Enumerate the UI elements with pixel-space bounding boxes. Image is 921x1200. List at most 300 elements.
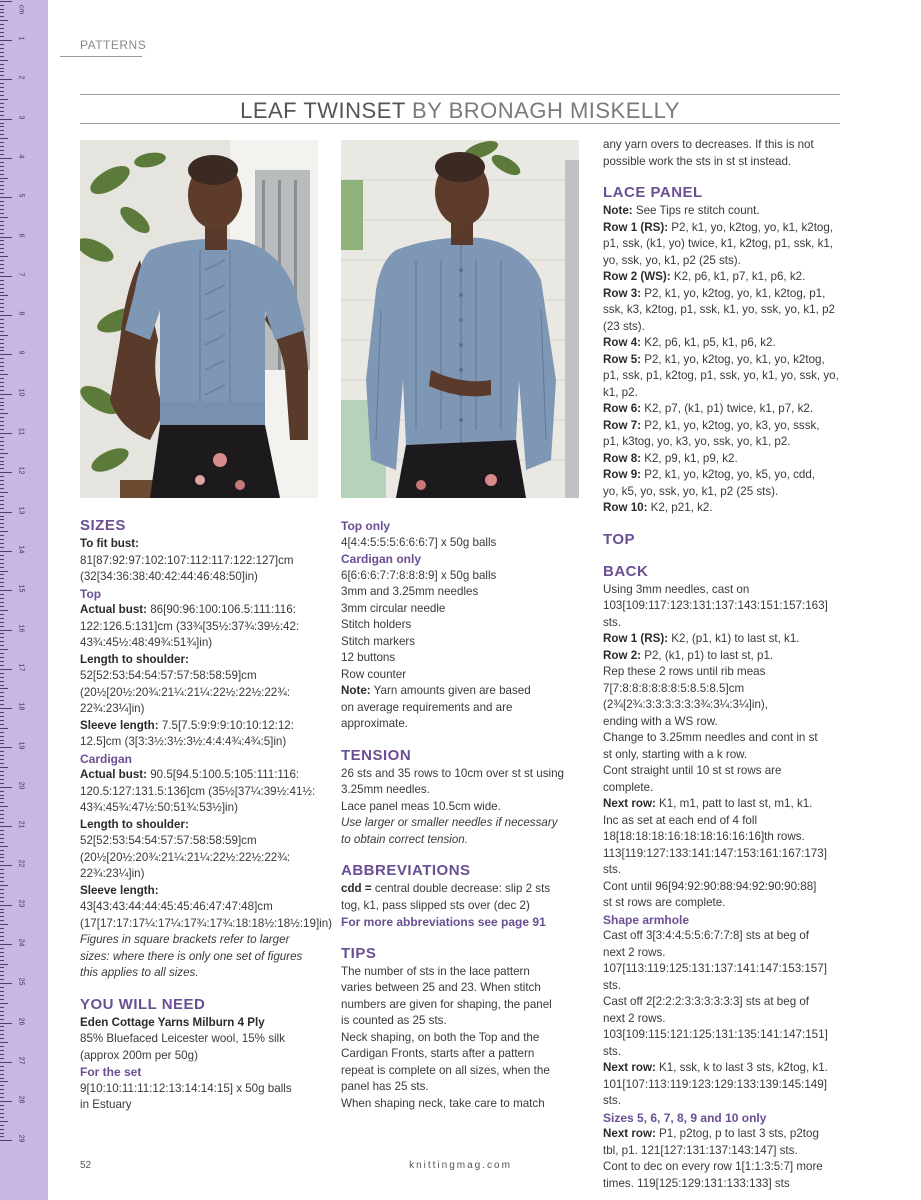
ruler-tick <box>0 12 4 13</box>
ruler-tick <box>0 1 12 2</box>
arm-9: times. 119[125:129:131:133:133] sts <box>603 1176 790 1190</box>
top-sleeve: Sleeve length: 7.5[7.5:9:9:9:10:10:12:12: <box>80 718 294 732</box>
ruler-tick <box>0 944 12 945</box>
ruler-tick <box>0 755 4 756</box>
ruler-tick <box>0 331 4 332</box>
ruler-tick <box>0 960 4 961</box>
ruler-tick <box>0 916 4 917</box>
ruler-tick <box>0 1105 4 1106</box>
photo-top <box>80 140 318 498</box>
ruler-tick <box>0 630 12 631</box>
title-bottom-rule <box>80 123 840 124</box>
ruler-tick <box>0 971 4 972</box>
ruler-tick <box>0 87 4 88</box>
ruler-tick <box>0 248 4 249</box>
ruler-tick <box>0 948 4 949</box>
ruler-tick <box>0 641 4 642</box>
ruler-tick <box>0 720 4 721</box>
title-top-rule <box>80 94 840 95</box>
abbr-cdd: cdd = central double decrease: slip 2 sts <box>341 882 551 895</box>
ruler-tick <box>0 433 12 434</box>
ruler-tick <box>0 909 4 910</box>
ruler-tick <box>0 48 4 49</box>
back-11: Inc as set at each end of 4 foll <box>603 813 758 827</box>
pattern-title: LEAF TWINSET <box>240 98 406 123</box>
ruler-tick <box>0 162 4 163</box>
ruler-tick <box>0 1070 4 1071</box>
ruler-tick <box>0 83 4 84</box>
ruler-tick <box>0 626 4 627</box>
ruler-tick <box>0 567 4 568</box>
heading-back: BACK <box>603 562 649 580</box>
back-12: 18[18:18:18:16:18:18:16:16:16]th rows. <box>603 830 805 843</box>
ruler-tick <box>0 964 8 965</box>
card-actual-bust-2: 120.5:127:131.5:136]cm (35½[37¼:39½:41½: <box>80 784 316 798</box>
arm-7: 101[107:113:119:123:129:133:139:145:149] sts. <box>603 1077 827 1107</box>
ruler-tick <box>0 952 4 953</box>
ruler-tick <box>0 1085 4 1086</box>
ruler-tick <box>0 932 4 933</box>
card-sleeve-2: (17[17:17:17¼:17¼:17¾:17¾:18:18½:18½:19]in) <box>80 916 333 930</box>
tips-3: numbers are given for shaping, the panel <box>341 997 552 1011</box>
ruler-tick <box>0 295 8 296</box>
back-10: complete. <box>603 780 654 794</box>
ruler-tick <box>0 901 4 902</box>
ruler-tick <box>0 476 4 477</box>
back-13: 113[119:127:133:141:147:153:161:167:173] sts. <box>603 846 827 876</box>
ruler-tick <box>0 1019 4 1020</box>
ruler-tick <box>0 795 4 796</box>
ruler-tick <box>0 897 4 898</box>
back-6: ending with a WS row. <box>603 714 718 728</box>
ruler-tick <box>0 842 4 843</box>
ruler-tick <box>0 995 4 996</box>
ruler-tick <box>0 449 4 450</box>
ruler-tick <box>0 1097 4 1098</box>
ruler-tick <box>0 920 4 921</box>
ruler-tick <box>0 783 4 784</box>
measuring-ruler <box>0 0 48 1200</box>
ruler-tick <box>0 445 4 446</box>
column-sizes <box>80 516 333 1114</box>
ruler-tick <box>0 461 4 462</box>
ruler-tick <box>0 574 4 575</box>
ruler-number: 1 <box>17 36 25 41</box>
ruler-tick <box>0 276 12 277</box>
ruler-tick <box>0 657 4 658</box>
ruler-tick <box>0 673 4 674</box>
ruler-tick <box>0 512 12 513</box>
ruler-tick <box>0 441 4 442</box>
ruler-tick <box>0 1125 4 1126</box>
heading-lace-panel: LACE PANEL <box>603 184 703 201</box>
heading-tips: TIPS <box>341 944 377 962</box>
ruler-tick <box>0 1109 4 1110</box>
ruler-tick <box>0 1121 8 1122</box>
ruler-tick <box>0 543 4 544</box>
ruler-number: 18 <box>17 702 25 711</box>
ruler-tick <box>0 846 8 847</box>
back-row-2: Row 2: P2, (k1, p1) to last st, p1. <box>603 648 774 662</box>
ruler-tick <box>0 429 4 430</box>
ruler-tick <box>0 413 8 414</box>
tips-4: is counted as 25 sts. <box>341 1014 447 1027</box>
ruler-tick <box>0 158 12 159</box>
ruler-tick <box>0 1058 4 1059</box>
ruler-tick <box>0 975 4 976</box>
lace-row-7-b: p1, k3tog, yo, k3, yo, ssk, yo, k1, p2. <box>603 435 791 448</box>
ruler-tick <box>0 747 12 748</box>
ruler-tick <box>0 484 4 485</box>
tension-5: to obtain correct tension. <box>341 832 468 846</box>
lace-row-3-b: ssk, k3, k2tog, p1, ssk, k1, yo, ssk, yo, k1, p2 <box>603 303 835 316</box>
lace-row-9: Row 9: P2, k1, yo, k2tog, yo, k5, yo, cdd, <box>603 468 816 481</box>
ruler-tick <box>0 830 4 831</box>
ruler-tick <box>0 60 8 61</box>
ruler-tick <box>0 1034 4 1035</box>
ruler-tick <box>0 339 4 340</box>
yarn-name: Eden Cottage Yarns Milburn 4 Ply <box>80 1015 265 1029</box>
ruler-tick <box>0 229 4 230</box>
ruler-tick <box>0 64 4 65</box>
ruler-tick <box>0 256 8 257</box>
ruler-tick <box>0 869 4 870</box>
ruler-tick <box>0 999 4 1000</box>
ruler-tick <box>0 217 8 218</box>
ruler-tick <box>0 347 4 348</box>
ruler-tick <box>0 740 4 741</box>
ruler-tick <box>0 350 4 351</box>
tips-1: The number of sts in the lace pattern <box>341 964 530 978</box>
ruler-tick <box>0 637 4 638</box>
ruler-tick <box>0 123 4 124</box>
card-length-2: (20½[20½:20¾:21¼:21¼:22½:22½:22¾: <box>80 850 291 864</box>
ruler-tick <box>0 767 8 768</box>
ruler-tick <box>0 126 4 127</box>
ruler-tick <box>0 5 4 6</box>
ruler-tick <box>0 1136 4 1137</box>
column-materials <box>341 518 586 1112</box>
ruler-tick <box>0 378 4 379</box>
abbr-cdd-2: tog, k1, pass slipped sts over (dec 2) <box>341 898 530 912</box>
card-length-label: Length to shoulder: <box>80 817 189 831</box>
card-actual-bust: Actual bust: 90.5[94.5:100.5:105:111:116: <box>80 768 300 781</box>
ruler-tick <box>0 531 8 532</box>
ruler-number: 9 <box>17 350 25 355</box>
ruler-tick <box>0 299 4 300</box>
ruler-tick <box>0 669 12 670</box>
back-8: st only, starting with a k row. <box>603 747 748 761</box>
ruler-tick <box>0 865 12 866</box>
card-actual-bust-3: 43¾:45¾:47½:50:51¾:53½]in) <box>80 801 238 814</box>
ruler-tick <box>0 1062 12 1063</box>
ruler-tick <box>0 335 8 336</box>
ruler-tick <box>0 9 4 10</box>
ruler-tick <box>0 237 12 238</box>
ruler-number: 14 <box>17 545 25 554</box>
ruler-tick <box>0 115 4 116</box>
ruler-tick <box>0 653 4 654</box>
ruler-tick <box>0 111 4 112</box>
material-markers: Stitch markers <box>341 634 416 648</box>
lace-row-5: Row 5: P2, k1, yo, k2tog, yo, k1, yo, k2tog, <box>603 352 825 366</box>
ruler-tick <box>0 610 8 611</box>
top-only-1: 4[4:4:5:5:5:6:6:6:7] x 50g balls <box>341 535 497 549</box>
ruler-tick <box>0 315 12 316</box>
ruler-tick <box>0 390 4 391</box>
ruler-tick <box>0 405 4 406</box>
ruler-tick <box>0 354 12 355</box>
back-1: Using 3mm needles, cast on <box>603 582 750 596</box>
ruler-tick <box>0 967 4 968</box>
ruler-tick <box>0 590 12 591</box>
fit-bust-label: To fit bust: <box>80 537 140 550</box>
yarn-note: Note: Yarn amounts given are based <box>341 684 531 697</box>
ruler-tick <box>0 881 4 882</box>
ruler-tick <box>0 421 4 422</box>
material-circular: 3mm circular needle <box>341 601 446 615</box>
size-note-3: this applies to all sizes. <box>80 966 199 979</box>
fit-bust-in: (32[34:36:38:40:42:44:46:48:50]in) <box>80 570 258 583</box>
ruler-tick <box>0 936 4 937</box>
ruler-tick <box>0 166 4 167</box>
arm-next-row-2: Next row: P1, p2tog, p to last 3 sts, p2tog <box>603 1127 819 1140</box>
ruler-tick <box>0 44 4 45</box>
ruler-tick <box>0 402 4 403</box>
ruler-tick <box>0 32 4 33</box>
ruler-tick <box>0 174 4 175</box>
ruler-tick <box>0 409 4 410</box>
ruler-tick <box>0 539 4 540</box>
ruler-tick <box>0 787 12 788</box>
ruler-tick <box>0 150 4 151</box>
ruler-tick <box>0 806 8 807</box>
card-length-3: 22¾:23¼]in) <box>80 867 145 880</box>
tips-2: varies between 25 and 23. When stitch <box>341 981 541 994</box>
ruler-tick <box>0 453 8 454</box>
ruler-tick <box>0 1042 8 1043</box>
heading-shape-armhole: Shape armhole <box>603 912 690 927</box>
for-set-1: 9[10:10:11:11:12:13:14:14:15] x 50g balls <box>80 1081 292 1095</box>
lace-row-10: Row 10: K2, p21, k2. <box>603 501 713 514</box>
ruler-tick <box>0 519 4 520</box>
top-actual-bust-2: 122:126.5:131]cm (33¾[35½:37¾:39½:42: <box>80 619 300 633</box>
ruler-tick <box>0 1054 4 1055</box>
yarn-desc-2: (approx 200m per 50g) <box>80 1048 198 1062</box>
ruler-tick <box>0 500 4 501</box>
ruler-tick <box>0 488 4 489</box>
ruler-tick <box>0 618 4 619</box>
ruler-number: 20 <box>17 781 25 790</box>
ruler-tick <box>0 873 4 874</box>
ruler-tick <box>0 661 4 662</box>
ruler-tick <box>0 987 4 988</box>
ruler-tick <box>0 1026 4 1027</box>
ruler-tick <box>0 244 4 245</box>
ruler-tick <box>0 696 4 697</box>
lace-row-4: Row 4: K2, p6, k1, p5, k1, p6, k2. <box>603 336 776 349</box>
ruler-tick <box>0 79 12 80</box>
ruler-tick <box>0 138 8 139</box>
ruler-tick <box>0 1003 8 1004</box>
heading-sizes-5-10: Sizes 5, 6, 7, 8, 9 and 10 only <box>603 1110 767 1125</box>
site-url: knittingmag.com <box>409 1160 512 1171</box>
ruler-tick <box>0 688 8 689</box>
ruler-tick <box>0 362 4 363</box>
ruler-tick <box>0 645 4 646</box>
ruler-tick <box>0 924 8 925</box>
lace-row-2: Row 2 (WS): K2, p6, k1, p7, k1, p6, k2. <box>603 270 806 283</box>
top-length-2: (20½[20½:20¾:21¼:21¼:22½:22½:22¾: <box>80 685 291 699</box>
back-row-1: Row 1 (RS): K2, (p1, k1) to last st, k1. <box>603 632 800 645</box>
ruler-tick <box>0 107 4 108</box>
lace-row-5-b: p1, ssk, p1, k2tog, p1, ssk, yo, k1, yo, ssk, yo, <box>603 369 839 382</box>
ruler-tick <box>0 437 4 438</box>
ruler-tick <box>0 516 4 517</box>
ruler-tick <box>0 134 4 135</box>
ruler-tick <box>0 75 4 76</box>
ruler-tick <box>0 457 4 458</box>
ruler-number: 7 <box>17 272 25 277</box>
ruler-tick <box>0 1081 8 1082</box>
ruler-tick <box>0 95 4 96</box>
ruler-tick <box>0 394 12 395</box>
yarn-desc-1: 85% Bluefaced Leicester wool, 15% silk <box>80 1032 285 1045</box>
ruler-tick <box>0 708 12 709</box>
ruler-tick <box>0 240 4 241</box>
card-sleeve-1: 43[43:43:44:44:45:45:46:47:47:48]cm <box>80 900 273 913</box>
ruler-tick <box>0 358 4 359</box>
ruler-number: 8 <box>17 311 25 316</box>
back-14: Cont until 96[94:92:90:88:94:92:90:90:88] <box>603 879 817 893</box>
ruler-tick <box>0 1050 4 1051</box>
ruler-tick <box>0 861 4 862</box>
ruler-tick <box>0 425 4 426</box>
ruler-number: 11 <box>17 427 25 436</box>
ruler-tick <box>0 700 4 701</box>
arm-1: Cast off 3[3:4:4:5:5:6:7:7:8] sts at beg of <box>603 929 810 942</box>
fit-bust-cm: 81[87:92:97:102:107:112:117:122:127]cm <box>80 553 294 567</box>
card-sleeve-label: Sleeve length: <box>80 883 159 897</box>
ruler-tick <box>0 209 4 210</box>
material-needles: 3mm and 3.25mm needles <box>341 585 479 598</box>
ruler-tick <box>0 260 4 261</box>
ruler-tick <box>0 826 12 827</box>
ruler-tick <box>0 205 4 206</box>
top-actual-bust: Actual bust: 86[90:96:100:106.5:111:116: <box>80 603 296 616</box>
ruler-tick <box>0 417 4 418</box>
ruler-tick <box>0 834 4 835</box>
size-note-1: Figures in square brackets refer to larger <box>80 933 290 946</box>
section-label: PATTERNS <box>80 38 147 52</box>
ruler-tick <box>0 885 8 886</box>
ruler-tick <box>0 264 4 265</box>
ruler-tick <box>0 810 4 811</box>
ruler-tick <box>0 288 4 289</box>
arm-5: next 2 rows. <box>603 1011 666 1025</box>
ruler-tick <box>0 822 4 823</box>
heading-tension: TENSION <box>341 746 412 764</box>
ruler-number: 21 <box>17 820 25 829</box>
ruler-tick <box>0 480 4 481</box>
ruler-tick <box>0 36 4 37</box>
ruler-tick <box>0 1113 4 1114</box>
ruler-tick <box>0 24 4 25</box>
tips-6: Cardigan Fronts, starts after a pattern <box>341 1047 535 1060</box>
ruler-tick <box>0 374 8 375</box>
ruler-tick <box>0 508 4 509</box>
ruler-number: 23 <box>17 899 25 907</box>
header-rule <box>60 56 142 57</box>
ruler-tick <box>0 877 4 878</box>
ruler-tick <box>0 71 4 72</box>
heading-abbreviations: ABBREVIATIONS <box>341 862 471 879</box>
ruler-tick <box>0 1015 4 1016</box>
heading-cardigan: Cardigan <box>80 751 133 766</box>
ruler-tick <box>0 386 4 387</box>
arm-4: Cast off 2[2:2:2:3:3:3:3:3:3] sts at beg of <box>603 995 810 1008</box>
ruler-tick <box>0 716 4 717</box>
ruler-tick <box>0 763 4 764</box>
ruler-tick <box>0 472 12 473</box>
ruler-tick <box>0 1093 4 1094</box>
ruler-tick <box>0 319 4 320</box>
heading-sizes: SIZES <box>80 517 126 534</box>
heading-for-the-set: For the set <box>80 1065 142 1079</box>
ruler-tick <box>0 649 8 650</box>
ruler-tick <box>0 791 4 792</box>
ruler-tick <box>0 1078 4 1079</box>
ruler-tick <box>0 979 4 980</box>
column-instructions <box>603 137 843 1192</box>
ruler-tick <box>0 1101 12 1102</box>
ruler-tick <box>0 743 4 744</box>
arm-3: 107[113:119:125:131:137:141:147:153:157] sts. <box>603 962 827 992</box>
ruler-tick <box>0 905 12 906</box>
ruler-tick <box>0 956 4 957</box>
ruler-tick <box>0 571 8 572</box>
ruler-tick <box>0 382 4 383</box>
ruler-tick <box>0 704 4 705</box>
photo-cardigan <box>341 140 579 498</box>
ruler-tick <box>0 233 4 234</box>
ruler-tick <box>0 99 8 100</box>
ruler-tick <box>0 189 4 190</box>
ruler-tick <box>0 225 4 226</box>
ruler-tick <box>0 343 4 344</box>
yarn-note-2: on average requirements and are <box>341 700 513 714</box>
ruler-tick <box>0 1007 4 1008</box>
tips-cont-1: any yarn overs to decreases. If this is not <box>603 138 814 151</box>
ruler-tick <box>0 736 4 737</box>
ruler-tick <box>0 492 8 493</box>
tips-9: When shaping neck, take care to match <box>341 1096 545 1110</box>
lace-row-3: Row 3: P2, k1, yo, k2tog, yo, k1, k2tog, p1, <box>603 286 826 300</box>
ruler-tick <box>0 1140 12 1141</box>
card-length-1: 52[52:53:54:54:57:57:58:58:59]cm <box>80 834 257 847</box>
lace-row-6: Row 6: K2, p7, (k1, p1) twice, k1, p7, k2. <box>603 402 814 415</box>
arm-next-row: Next row: K1, ssk, k to last 3 sts, k2tog, k1. <box>603 1061 828 1074</box>
ruler-tick <box>0 940 4 941</box>
ruler-tick <box>0 68 4 69</box>
ruler-tick <box>0 928 4 929</box>
ruler-number: 24 <box>17 938 25 947</box>
ruler-tick <box>0 838 4 839</box>
ruler-number: 22 <box>17 859 25 868</box>
ruler-tick <box>0 272 4 273</box>
ruler-tick <box>0 197 12 198</box>
lace-note: Note: See Tips re stitch count. <box>603 204 760 217</box>
